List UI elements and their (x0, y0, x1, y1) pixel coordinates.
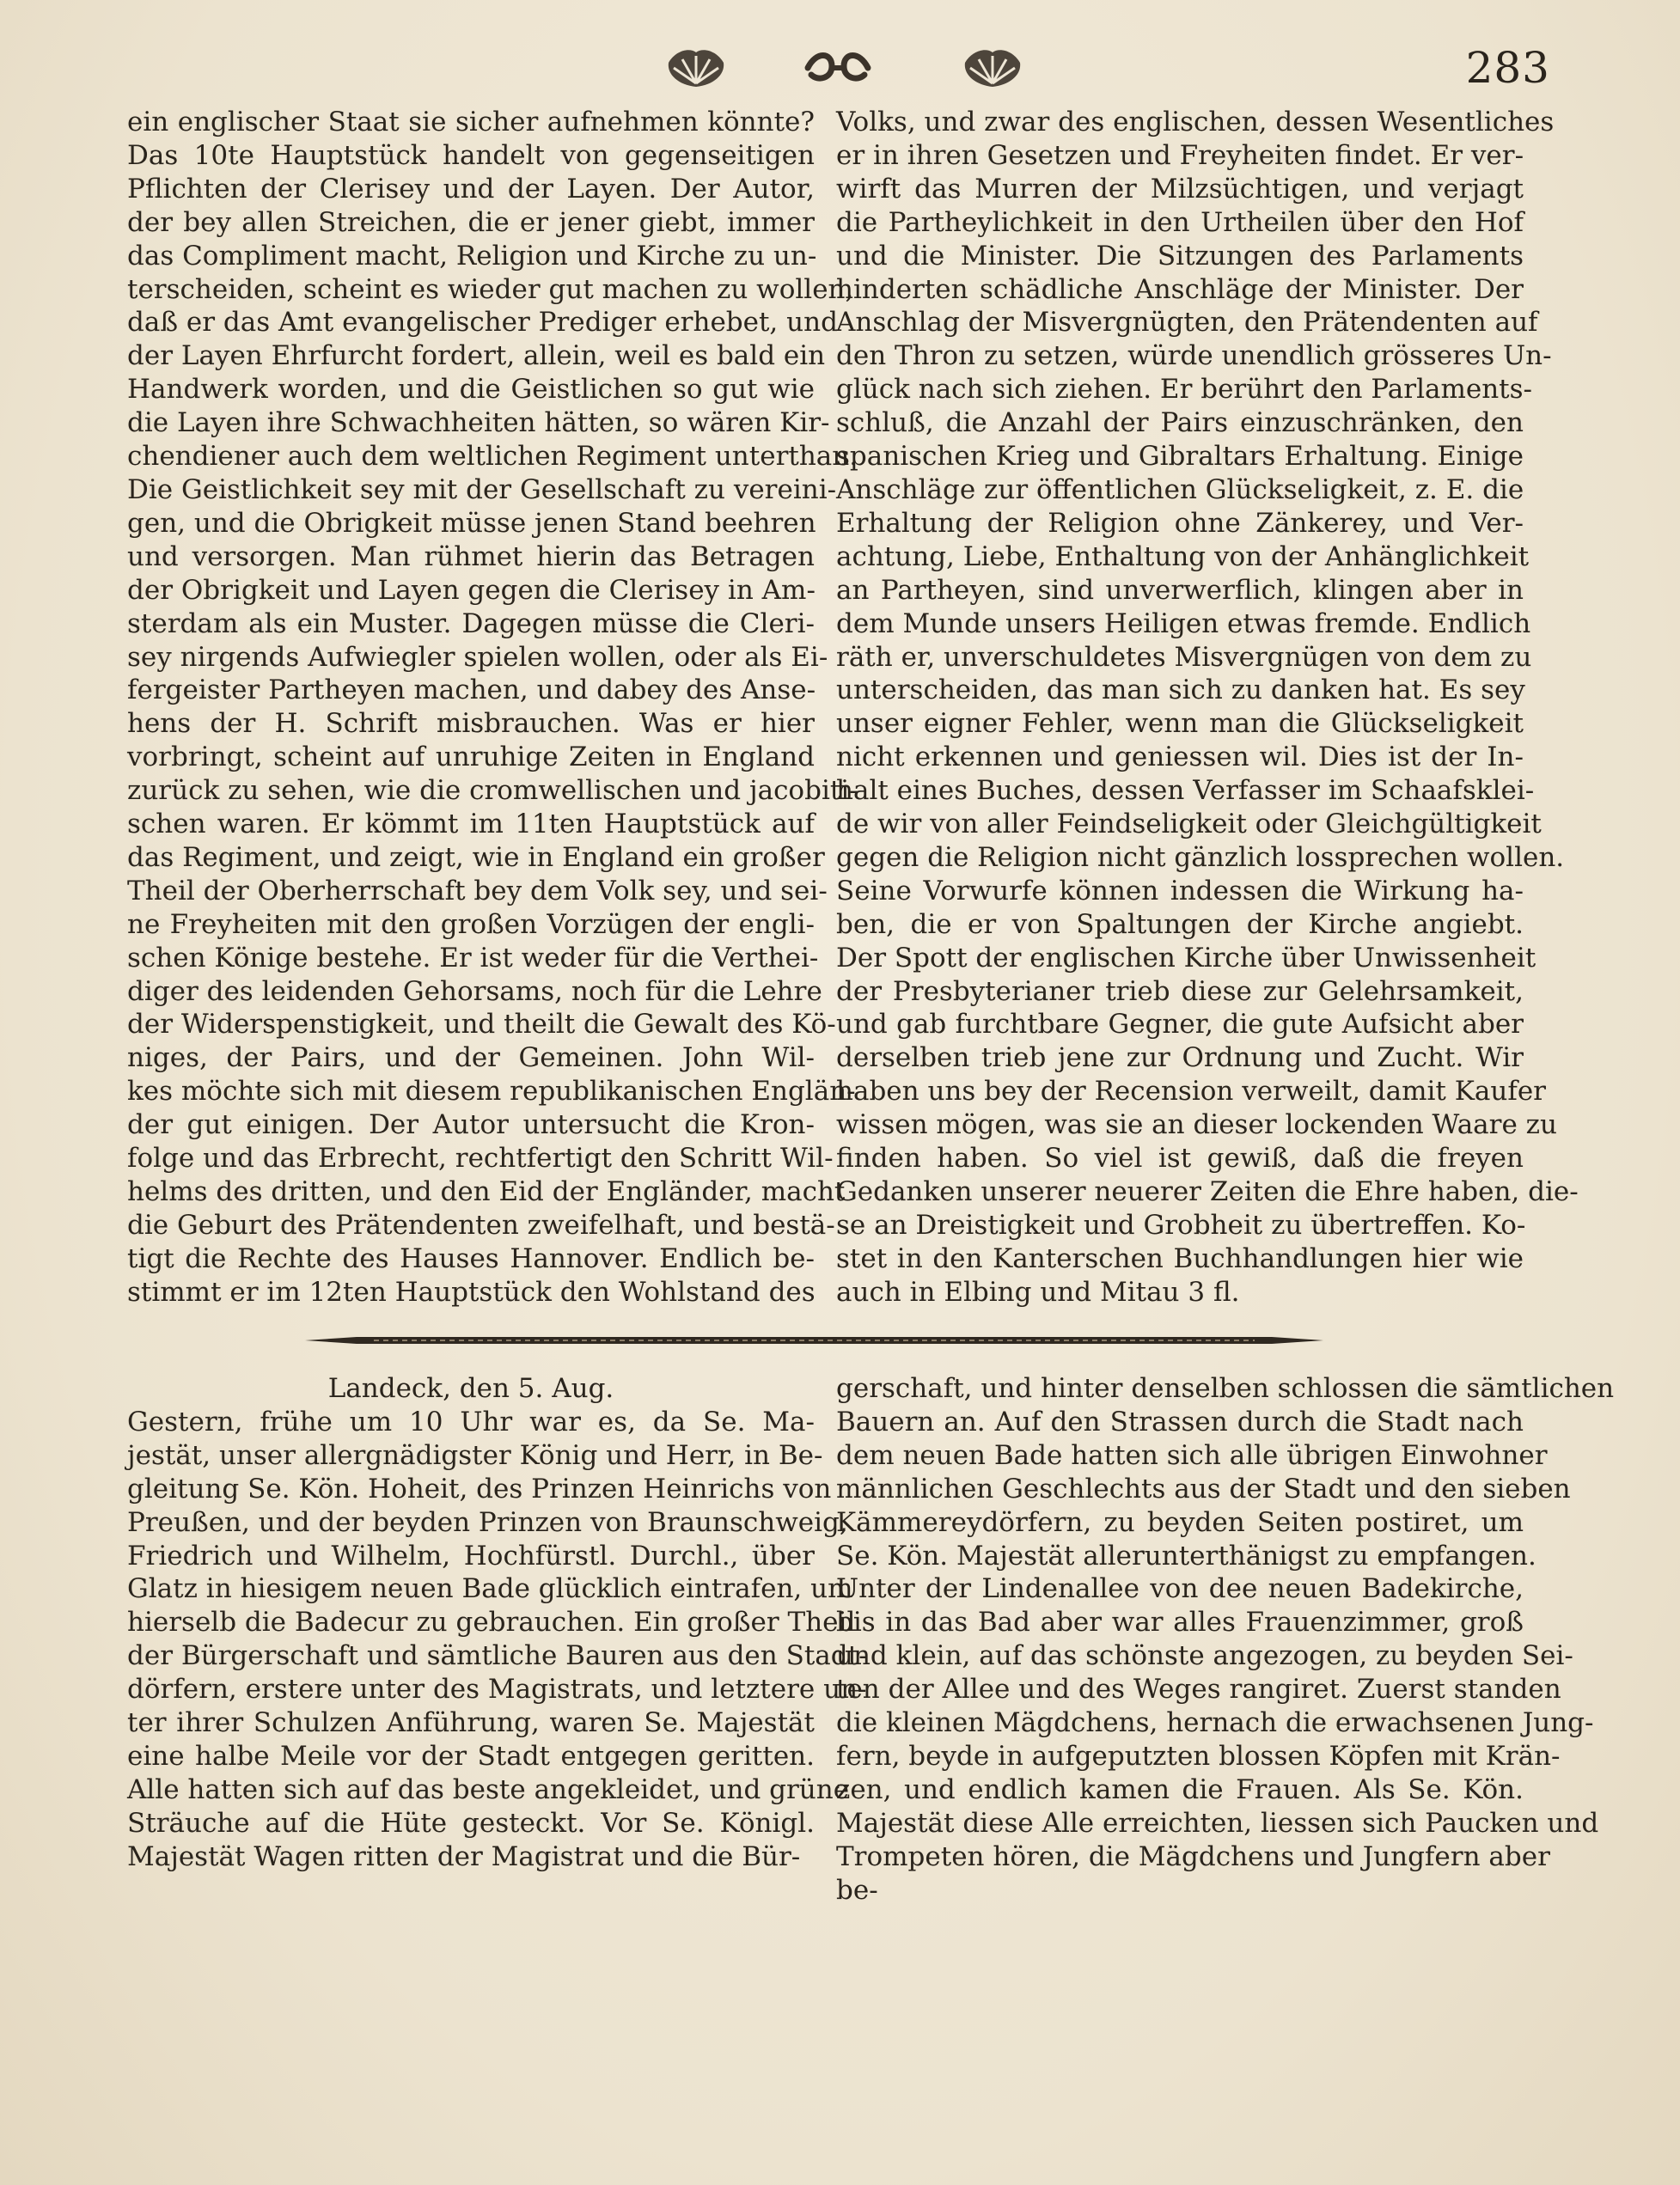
text-line: schen Könige bestehe. Er ist weder für die Verthei- (127, 942, 819, 973)
text-line: eine halbe Meile vor der Stadt entgegen geritten. (127, 1740, 815, 1772)
text-line: Anschlag der Misvergnügten, den Prätendenten auf (836, 307, 1538, 339)
text-line: Sträuche auf die Hüte gesteckt. Vor Se. Königl. (127, 1807, 815, 1839)
text-line: zen, und endlich kamen die Frauen. Als Se. Kön. (836, 1773, 1524, 1805)
text-line: Glatz in hiesigem neuen Bade glücklich eintrafen, um (127, 1573, 853, 1605)
text-line: ben, die er von Spaltungen der Kirche angiebt. (836, 908, 1524, 940)
text-line: hierselb die Badecur zu gebrauchen. Ein großer Theil (127, 1607, 856, 1639)
text-line: auch in Elbing und Mitau 3 fl. (836, 1276, 1240, 1308)
text-line: das Regiment, und zeigt, wie in England ein großer (127, 841, 825, 873)
shell-ornament-icon (662, 44, 730, 92)
text-line: ne Freyheiten mit den großen Vorzügen der engli- (127, 908, 815, 940)
text-line: Alle hatten sich auf das beste angekleidet, und grüne (127, 1773, 850, 1805)
text-line: und versorgen. Man rühmet hierin das Betragen (127, 540, 815, 572)
text-line: fern, beyde in aufgeputzten blossen Köpfen mit Krän- (836, 1740, 1561, 1772)
text-line: Die Geistlichkeit sey mit der Gesellschaft zu vereini- (127, 473, 837, 505)
text-line: chendiener auch dem weltlichen Regiment unterthan. (127, 441, 858, 473)
text-line: gerschaft, und hinter denselben schlossen die sämtlichen (836, 1373, 1615, 1404)
text-line: haben uns bey der Recension verweilt, damit Kaufer (836, 1076, 1546, 1108)
text-line: derselben trieb jene zur Ordnung und Zucht. Wir (836, 1042, 1524, 1074)
text-line: hinderten schädliche Anschläge der Minister. Der (836, 273, 1524, 305)
text-line: der gut einigen. Der Autor untersucht die Kron- (127, 1109, 815, 1141)
bottom-left-column (127, 1372, 868, 1874)
text-line: dörfern, erstere unter des Magistrats, und letztere un- (127, 1674, 867, 1706)
text-line: wirft das Murren der Milzsüchtigen, und verjagt (836, 173, 1524, 204)
text-line: dem neuen Bade hatten sich alle übrigen Einwohner (836, 1439, 1548, 1471)
bottom-left-body (127, 1406, 868, 1874)
text-line: terscheiden, scheint es wieder gut machen zu wollen, (127, 273, 854, 305)
text-line: Handwerk worden, und die Geistlichen so gut wie (127, 374, 815, 406)
text-line: sey nirgends Aufwiegler spielen wollen, oder als Ei- (127, 641, 828, 673)
text-line: fergeister Partheyen machen, und dabey des Anse- (127, 674, 816, 706)
text-line: Pflichten der Clerisey und der Layen. Der Autor, (127, 173, 815, 204)
text-line: folge und das Erbrecht, rechtfertigt den Schritt Wil- (127, 1143, 834, 1175)
text-line: achtung, Liebe, Enthaltung von der Anhänglichkeit (836, 540, 1530, 572)
text-line: Majestät Wagen ritten der Magistrat und die Bür- (127, 1840, 801, 1872)
text-line: Gestern, frühe um 10 Uhr war es, da Se. Ma- (127, 1406, 815, 1437)
text-line: Majestät diese Alle erreichten, liessen sich Paucken und (836, 1807, 1599, 1839)
text-line: die Partheylichkeit in den Urtheilen über den Hof (836, 206, 1524, 238)
dateline: Landeck, den 5. Aug. (327, 1373, 614, 1404)
text-line: tigt die Rechte des Hauses Hannover. Endlich be- (127, 1242, 815, 1274)
text-line: stimmt er im 12ten Hauptstück den Wohlstand des (127, 1276, 816, 1308)
text-line: Anschläge zur öffentlichen Glückseligkeit, z. E. die (836, 473, 1524, 505)
text-line: wissen mögen, was sie an dieser lockenden Waare zu (836, 1109, 1557, 1141)
text-line: hens der H. Schrift misbrauchen. Was er hier (127, 708, 815, 740)
text-line: nicht erkennen und geniessen wil. Dies ist der In- (836, 742, 1524, 773)
text-line: niges, der Pairs, und der Gemeinen. John Wil- (127, 1042, 815, 1074)
text-line: se an Dreistigkeit und Grobheit zu übertreffen. Ko- (836, 1209, 1526, 1241)
text-line: räth er, unverschuldetes Misvergnügen von dem zu (836, 641, 1532, 673)
text-line: vorbringt, scheint auf unruhige Zeiten in England (127, 742, 815, 773)
text-line: den Thron zu setzen, würde unendlich grösseres Un- (836, 340, 1552, 372)
text-line: schluß, die Anzahl der Pairs einzuschränken, den (836, 407, 1524, 439)
text-line: gleitung Se. Kön. Hoheit, des Prinzen Heinrichs von (127, 1473, 832, 1504)
text-line: Der Spott der englischen Kirche über Unwissenheit (836, 942, 1536, 973)
text-line: Trompeten hören, die Mägdchens und Jungfern aber (836, 1840, 1550, 1872)
text-line: halt eines Buches, dessen Verfasser im Schaafsklei- (836, 775, 1535, 807)
text-line: er in ihren Gesetzen und Freyheiten findet. Er ver- (836, 139, 1524, 171)
text-line: die Layen ihre Schwachheiten hätten, so wären Kir- (127, 407, 830, 439)
text-line: spanischen Krieg und Gibraltars Erhaltung. Einige (836, 441, 1524, 473)
text-line: dem Munde unsers Heiligen etwas fremde. Endlich (836, 607, 1531, 639)
page-number: 283 (1465, 43, 1550, 93)
text-line: Seine Vorwurfe können indessen die Wirkung ha- (836, 875, 1524, 906)
text-line: Theil der Oberherrschaft bey dem Volk sey, und sei- (127, 875, 828, 906)
text-line: und die Minister. Die Sitzungen des Parlaments (836, 240, 1524, 272)
text-line: der bey allen Streichen, die er jener giebt, immer (127, 206, 815, 238)
text-line: und gab furchtbare Gegner, die gute Aufsicht aber (836, 1009, 1524, 1041)
text-line: und klein, auf das schönste angezogen, zu beyden Sei- (836, 1640, 1573, 1672)
text-line: der Layen Ehrfurcht fordert, allein, weil es bald ein (127, 340, 826, 372)
text-line: be- (836, 1874, 878, 1906)
text-line: unser eigner Fehler, wenn man die Glückseligkeit (836, 708, 1524, 740)
text-line: Preußen, und der beyden Prinzen von Braunschweig, (127, 1506, 848, 1538)
text-line: helms des dritten, und den Eid der Engländer, macht (127, 1176, 846, 1207)
page-header (653, 39, 1023, 107)
text-line: Volks, und zwar des englischen, dessen Wesentliches (836, 107, 1555, 137)
text-line: schen waren. Er kömmt im 11ten Hauptstück auf (127, 809, 815, 840)
text-line: Se. Kön. Majestät allerunterthänigst zu empfangen. (836, 1540, 1536, 1572)
text-line: der Presbyterianer trieb diese zur Gelehrsamkeit, (836, 975, 1524, 1007)
text-line: zurück zu sehen, wie die cromwellischen und jacobiti- (127, 775, 858, 807)
text-line: kes möchte sich mit diesem republikanischen Englän- (127, 1076, 856, 1108)
text-line: männlichen Geschlechts aus der Stadt und den sieben (836, 1473, 1571, 1504)
text-line: Erhaltung der Religion ohne Zänkerey, und Ver- (836, 507, 1524, 539)
text-line: jestät, unser allergnädigster König und Herr, in Be- (127, 1439, 823, 1471)
text-line: daß er das Amt evangelischer Prediger erhebet, und (127, 307, 838, 339)
text-line: ein englischer Staat sie sicher aufnehmen könnte? (127, 107, 815, 137)
text-line: Unter der Lindenallee von dee neuen Badekirche, (836, 1573, 1524, 1605)
text-line: der Obrigkeit und Layen gegen die Clerisey in Am- (127, 574, 816, 606)
text-line: Friedrich und Wilhelm, Hochfürstl. Durchl., über (127, 1540, 815, 1572)
bottom-right-column (836, 1372, 1615, 1907)
text-line: ter ihrer Schulzen Anführung, waren Se. Majestät (127, 1707, 815, 1739)
text-line: Gedanken unserer neuerer Zeiten die Ehre haben, die- (836, 1176, 1579, 1207)
top-right-column (836, 106, 1579, 1309)
text-line: die Geburt des Prätendenten zweifelhaft, und bestä- (127, 1209, 835, 1241)
text-line: an Partheyen, sind unverwerflich, klingen aber in (836, 574, 1524, 606)
top-left-column (127, 106, 858, 1309)
text-line: gen, und die Obrigkeit müsse jenen Stand beehren (127, 507, 816, 539)
text-line: de wir von aller Feindseligkeit oder Gleichgültigkeit (836, 809, 1542, 840)
text-line: Bauern an. Auf den Strassen durch die Stadt nach (836, 1406, 1524, 1437)
text-line: gegen die Religion nicht gänzlich lossprechen wollen. (836, 841, 1565, 873)
text-line: Kämmereydörfern, zu beyden Seiten postiret, um (836, 1506, 1524, 1538)
text-line: Das 10te Hauptstück handelt von gegenseitigen (127, 139, 815, 171)
text-line: das Compliment macht, Religion und Kirche zu un- (127, 240, 817, 272)
text-line: der Widerspenstigkeit, und theilt die Gewalt des Kö- (127, 1009, 836, 1041)
scroll-ornament-icon (799, 44, 877, 92)
text-line: glück nach sich ziehen. Er berührt den Parlaments- (836, 374, 1533, 406)
text-line: unterscheiden, das man sich zu danken hat. Es sey (836, 674, 1525, 706)
text-line: ten der Allee und des Weges rangiret. Zuerst standen (836, 1674, 1561, 1706)
text-line: die kleinen Mägdchens, hernach die erwachsenen Jung- (836, 1707, 1594, 1739)
text-line: sterdam als ein Muster. Dagegen müsse die Cleri- (127, 607, 815, 639)
text-line: stet in den Kanterschen Buchhandlungen hier wie (836, 1242, 1524, 1274)
text-line: diger des leidenden Gehorsams, noch für die Lehre (127, 975, 822, 1007)
section-divider (305, 1330, 1323, 1351)
shell-ornament-icon (958, 44, 1027, 92)
text-line: der Bürgerschaft und sämtliche Bauren aus den Stadt- (127, 1640, 868, 1672)
text-line: finden haben. So viel ist gewiß, daß die freyen (836, 1143, 1524, 1175)
text-line: bis in das Bad aber war alles Frauenzimmer, groß (836, 1607, 1524, 1639)
